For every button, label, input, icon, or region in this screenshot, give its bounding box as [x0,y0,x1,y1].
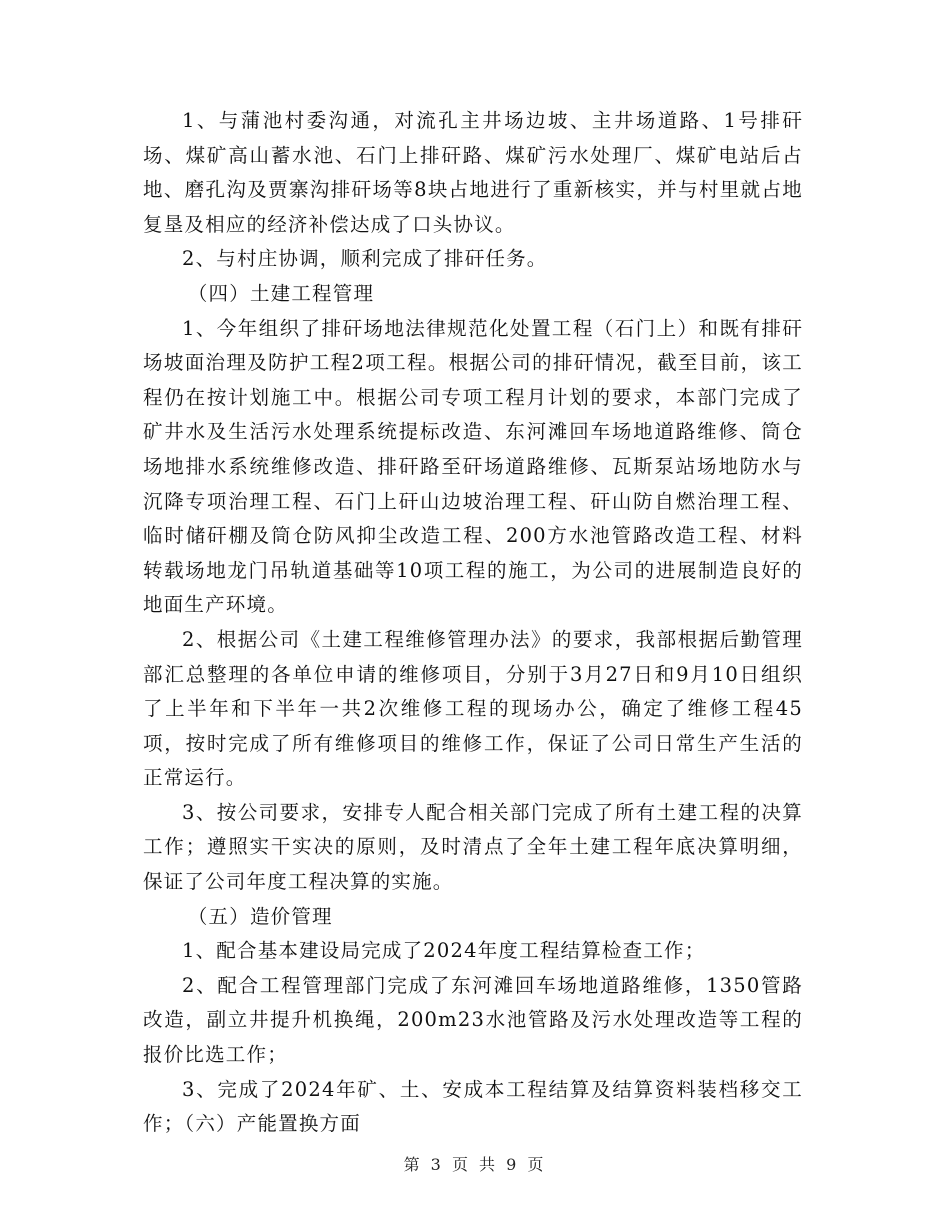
section-heading: （五）造价管理 [187,904,333,928]
paragraph: 1、配合基本建设局完成了2024年度工程结算检查工作； [182,939,706,963]
current-page-number: 3 [430,1155,444,1174]
paragraph: 3、按公司要求，安排专人配合相关部门完成了所有土建工程的决算工作；遵照实干实决的原则，及时清点了全年土建工程年底决算明细，保证了公司年度工程决算的实施。 [143,800,803,894]
document-body [143,104,803,1142]
footer-prefix: 第 [403,1155,423,1174]
paragraph: 2、与村庄协调，顺利完成了排矸任务。 [182,247,548,271]
section-heading: （四）土建工程管理 [187,281,375,305]
total-page-count: 9 [506,1155,520,1174]
paragraph: 2、根据公司《土建工程维修管理办法》的要求，我部根据后勤管理部汇总整理的各单位申请的维修项目，分别于3月27日和9月10日组织了上半年和下半年一共2次维修工程的现场办公，确定了维修工程45项，按时完成了所有维修项目的维修工作，保证了公司日常生产生活的正常运行。 [143,627,803,790]
paragraph: 3、完成了2024年矿、土、安成本工程结算及结算资料装档移交工作；（六）产能置换方面 [143,1077,803,1136]
footer-suffix: 页 [527,1155,547,1174]
page-footer [0,1152,950,1175]
paragraph: 1、与蒲池村委沟通，对流孔主井场边坡、主井场道路、1号排矸场、煤矿高山蓄水池、石门上排矸路、煤矿污水处理厂、煤矿电站后占地、磨孔沟及贾寨沟排矸场等8块占地进行了重新核实，并与村里就占地复垦及相应的经济补偿达成了口头协议。 [143,109,803,236]
footer-middle: 页 共 [451,1155,499,1174]
paragraph: 2、配合工程管理部门完成了东河滩回车场地道路维修，1350管路改造，副立井提升机换绳，200m23水池管路及污水处理改造等工程的报价比选工作； [143,973,803,1067]
paragraph: 1、今年组织了排矸场地法律规范化处置工程（石门上）和既有排矸场坡面治理及防护工程2项工程。根据公司的排矸情况，截至目前，该工程仍在按计划施工中。根据公司专项工程月计划的要求，本部门完成了矿井水及生活污水处理系统提标改造、东河滩回车场地道路维修、筒仓场地排水系统维修改造、排矸路至矸场道路维修、瓦斯泵站场地防水与沉降专项治理工程、石门上矸山边坡治理工程、矸山防自燃治理工程、临时储矸棚及筒仓防风抑尘改造工程、200方水池管路改造工程、材料转载场地龙门吊轨道基础等10项工程的施工，为公司的进展制造良好的地面生产环境。 [143,316,803,617]
